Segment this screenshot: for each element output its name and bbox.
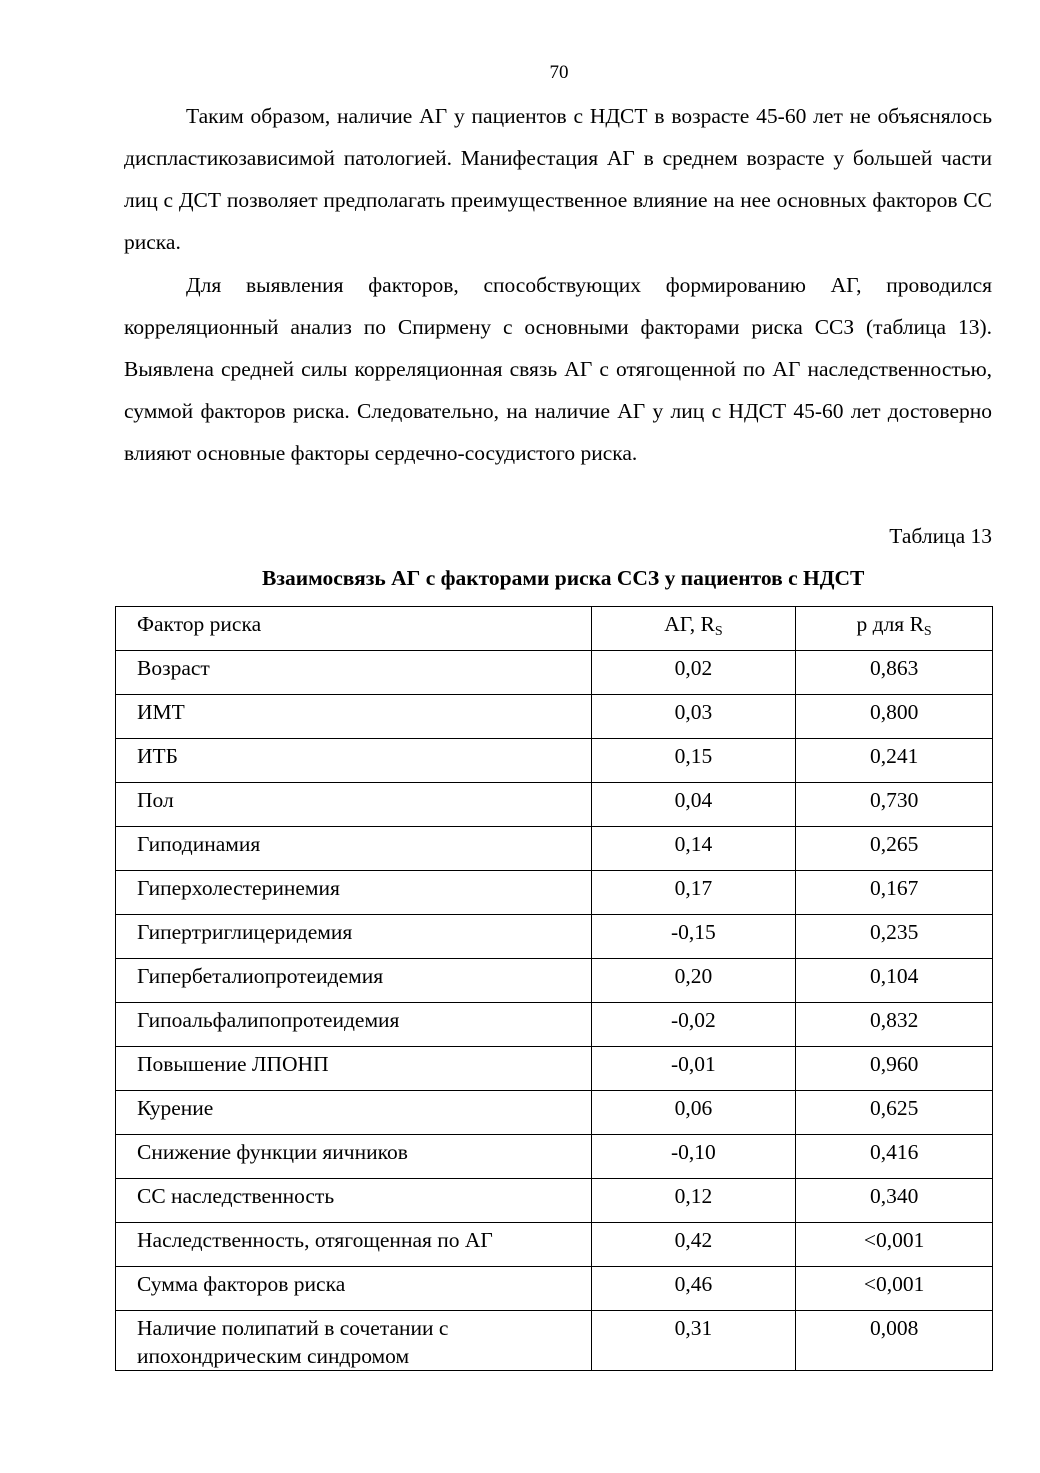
cell-p: 0,235 [796,915,993,959]
cell-factor: Наличие полипатий в сочетании с ипохондрическим синдромом [116,1311,592,1371]
table-row [116,871,993,915]
cell-p: 0,416 [796,1135,993,1179]
cell-p: 0,340 [796,1179,993,1223]
cell-p: 0,863 [796,651,993,695]
cell-p: 0,104 [796,959,993,1003]
cell-rs: -0,02 [591,1003,796,1047]
cell-rs: -0,15 [591,915,796,959]
header-rs-subscript: S [714,624,723,639]
table-header-row [116,607,993,651]
header-p-label: р для R [856,612,924,636]
cell-rs: 0,14 [591,827,796,871]
cell-factor: Пол [116,783,592,827]
cell-rs: -0,01 [591,1047,796,1091]
table-row [116,827,993,871]
table-row [116,1223,993,1267]
table-row [116,1267,993,1311]
cell-rs: 0,15 [591,739,796,783]
cell-rs: 0,06 [591,1091,796,1135]
cell-factor: Курение [116,1091,592,1135]
table-caption: Таблица 13 [889,524,992,548]
cell-factor: Гипертриглицеридемия [116,915,592,959]
risk-factor-table [115,606,993,1371]
cell-p: 0,625 [796,1091,993,1135]
header-rs-label: АГ, R [664,612,715,636]
cell-p: 0,730 [796,783,993,827]
cell-p: 0,008 [796,1311,993,1371]
cell-rs: -0,10 [591,1135,796,1179]
table-row [116,1003,993,1047]
cell-factor: ИТБ [116,739,592,783]
cell-factor: ИМТ [116,695,592,739]
cell-rs: 0,46 [591,1267,796,1311]
body-paragraph-1: Таким образом, наличие АГ у пациентов с НДСТ в возрасте 45-60 лет не объяснялось диспластикозависимой патологией. Манифестация АГ в среднем возрасте у большей части лиц с ДСТ позволяет предполагать преимущественное влияние на нее основных факторов СС риска. [124,104,992,254]
cell-p: 0,265 [796,827,993,871]
cell-factor: Гиподинамия [116,827,592,871]
header-factor: Фактор риска [116,607,592,651]
table-row [116,739,993,783]
cell-rs: 0,20 [591,959,796,1003]
cell-p: <0,001 [796,1223,993,1267]
table-row [116,1135,993,1179]
cell-factor: Наследственность, отягощенная по АГ [116,1223,592,1267]
header-rs [591,607,796,651]
cell-p: 0,241 [796,739,993,783]
table-row [116,915,993,959]
cell-rs: 0,31 [591,1311,796,1371]
table-row [116,1091,993,1135]
header-p-subscript: S [923,624,932,639]
cell-factor: Повышение ЛПОНП [116,1047,592,1091]
cell-factor: СС наследственность [116,1179,592,1223]
cell-rs: 0,17 [591,871,796,915]
table-row [116,695,993,739]
table-row [116,959,993,1003]
cell-p: 0,832 [796,1003,993,1047]
cell-p: 0,800 [796,695,993,739]
cell-rs: 0,04 [591,783,796,827]
cell-p: <0,001 [796,1267,993,1311]
cell-factor: Гиперхолестеринемия [116,871,592,915]
table-row [116,1047,993,1091]
header-p [796,607,993,651]
table-row [116,783,993,827]
cell-factor: Гипоальфалипопротеидемия [116,1003,592,1047]
cell-p: 0,960 [796,1047,993,1091]
cell-factor: Сумма факторов риска [116,1267,592,1311]
cell-rs: 0,02 [591,651,796,695]
table-body [116,651,993,1371]
cell-rs: 0,42 [591,1223,796,1267]
page-number: 70 [549,62,569,83]
table-row [116,1179,993,1223]
table-row [116,1311,993,1371]
cell-rs: 0,03 [591,695,796,739]
cell-factor: Снижение функции яичников [116,1135,592,1179]
body-paragraph-2: Для выявления факторов, способствующих формированию АГ, проводился корреляционный анализ по Спирмену с основными факторами риска ССЗ (таблица 13). Выявлена средней силы корреляционная связь АГ с отягощенной по АГ наследственностью, суммой факторов риска. Следовательно, на наличие АГ у лиц с НДСТ 45-60 лет достоверно влияют основные факторы сердечно-сосудистого риска. [124,273,992,465]
cell-rs: 0,12 [591,1179,796,1223]
cell-p: 0,167 [796,871,993,915]
table-title: Взаимосвязь АГ с факторами риска ССЗ у пациентов с НДСТ [262,566,865,590]
cell-factor: Гипербеталиопротеидемия [116,959,592,1003]
table-row [116,651,993,695]
cell-factor: Возраст [116,651,592,695]
